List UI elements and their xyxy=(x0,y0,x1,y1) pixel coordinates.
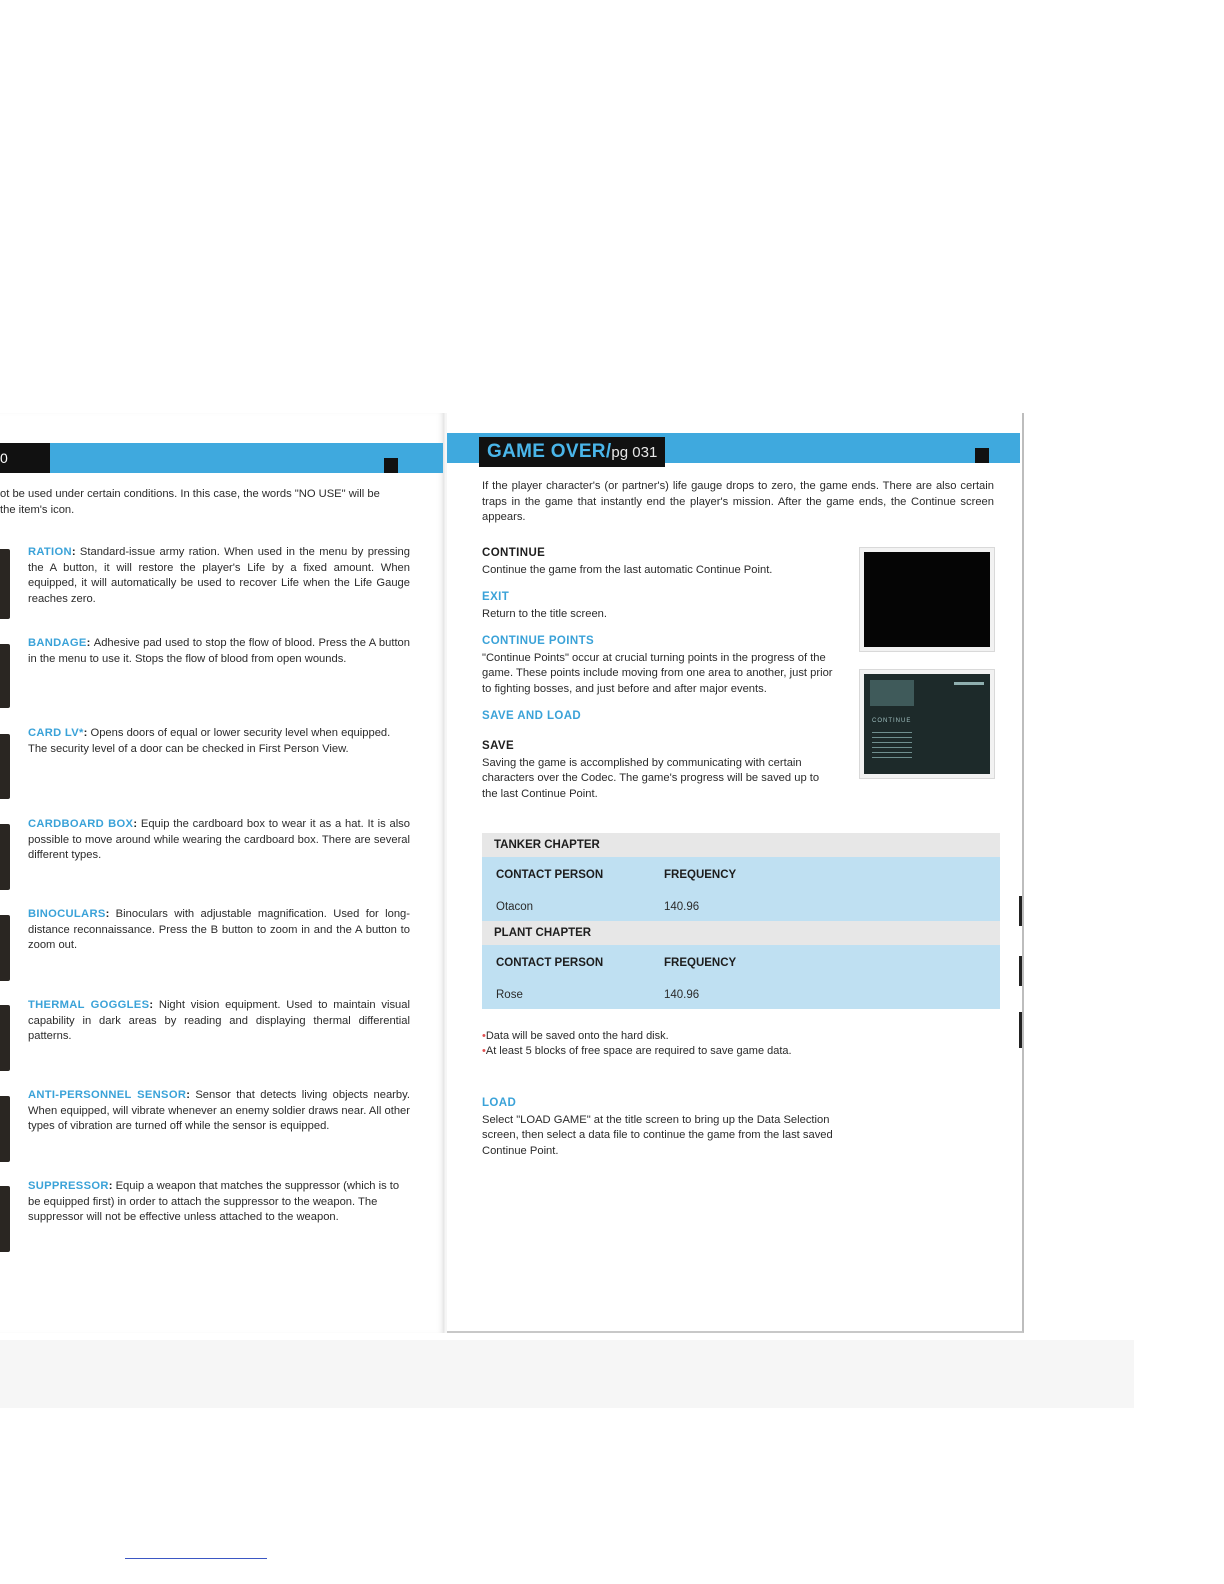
right-header-marker xyxy=(975,448,989,463)
continue-section xyxy=(482,546,837,578)
item-sensor-text: Sensor that detects living objects nearby. When equipped, will vibrate whenever an enemy soldier draws near. All other types of vibration are turned off while the sensor is equipped. xyxy=(28,1089,410,1132)
screenshot2-lines xyxy=(872,732,912,762)
note-item: •At least 5 blocks of free space are required to save game data. xyxy=(482,1045,792,1057)
card-thumb xyxy=(0,734,10,799)
item-suppressor-name: SUPPRESSOR xyxy=(28,1180,109,1192)
item-card-name: CARD LV* xyxy=(28,727,84,739)
continue-text: Continue the game from the last automatic Continue Point. xyxy=(482,563,773,576)
item-thermal-goggles-text: Night vision equipment. Used to maintain visual capability in dark areas by reading and displaying thermal differential patterns. xyxy=(28,999,410,1042)
item-ration: RATION: Standard-issue army ration. When used in the menu by pressing the A button, it will restore the player's Life by a fixed amount. When equipped, it will automatically be used to recover Life when the Life Gauge reaches zero. xyxy=(28,546,410,605)
binoculars-thumb xyxy=(0,915,10,981)
bandage-thumb xyxy=(0,644,10,708)
load-section xyxy=(482,1096,837,1159)
left-page xyxy=(0,413,445,1333)
save-load-heading: SAVE AND LOAD xyxy=(482,710,582,722)
left-intro-line1: ot be used under certain conditions. In this case, the words "NO USE" will be xyxy=(0,488,380,500)
tanker-col-frequency: FREQUENCY xyxy=(650,857,1000,893)
left-header-label xyxy=(0,443,50,473)
exit-heading: EXIT xyxy=(482,591,510,603)
left-intro xyxy=(0,487,412,518)
scan-background-shadow xyxy=(0,1340,1134,1408)
continue-heading: CONTINUE xyxy=(482,547,546,559)
item-binoculars-text: Binoculars with adjustable magnification. Used for long-distance reconnaissance. Press the B button to zoom in and the A button to zoom out. xyxy=(28,908,410,951)
exit-section xyxy=(482,590,837,622)
left-header-bar xyxy=(0,443,443,473)
save-section xyxy=(482,739,837,802)
plant-chapter-label: PLANT CHAPTER xyxy=(482,921,1000,945)
tanker-chapter-row xyxy=(482,833,1000,857)
plant-frequency: 140.96 xyxy=(650,981,1000,1009)
screenshot2-corner xyxy=(954,682,984,685)
edge-mark xyxy=(1019,956,1022,986)
right-header-title: GAME OVER/ xyxy=(487,441,612,462)
tanker-chapter-label: TANKER CHAPTER xyxy=(482,833,1000,857)
sensor-thumb xyxy=(0,1096,10,1162)
save-load-section xyxy=(482,709,837,726)
plant-contact: Rose xyxy=(482,981,650,1009)
tanker-contact: Otacon xyxy=(482,893,650,921)
continue-points-section xyxy=(482,634,837,697)
right-page xyxy=(447,413,1024,1333)
save-notes xyxy=(482,1029,792,1059)
tanker-col-person: CONTACT PERSON xyxy=(482,857,650,893)
item-bandage: BANDAGE: Adhesive pad used to stop the flow of blood. Press the A button in the menu to use it. Stops the flow of blood from open wounds. xyxy=(28,637,410,665)
item-sensor-name: ANTI-PERSONNEL SENSOR xyxy=(28,1089,187,1101)
item-bandage-name: BANDAGE xyxy=(28,637,87,649)
item-cardboard-box-name: CARDBOARD BOX xyxy=(28,818,134,830)
item-card-text: Opens doors of equal or lower security level when equipped. The security level of a door can be checked in First Person View. xyxy=(28,727,391,755)
exit-text: Return to the title screen. xyxy=(482,607,607,620)
save-heading: SAVE xyxy=(482,740,515,752)
footer-underline xyxy=(125,1558,267,1559)
item-card: CARD LV*: Opens doors of equal or lower security level when equipped. The security level of a door can be checked in First Person View. xyxy=(28,727,391,755)
item-ration-text: Standard-issue army ration. When used in the menu by pressing the A button, it will restore the player's Life by a fixed amount. When equipped, it will automatically be used to recover Life when the Life Gauge reaches zero. xyxy=(28,546,410,605)
item-thermal-goggles-name: THERMAL GOGGLES xyxy=(28,999,150,1011)
item-suppressor-text: Equip a weapon that matches the suppressor (which is to be equipped first) in order to attach the suppressor to the weapon. The suppressor will not be effective unless attached to the weapon. xyxy=(28,1180,400,1223)
item-thermal-goggles: THERMAL GOGGLES: Night vision equipment. Used to maintain visual capability in dark areas by reading and displaying thermal differential patterns. xyxy=(28,999,410,1042)
note-item: •Data will be saved onto the hard disk. xyxy=(482,1030,669,1042)
item-ration-name: RATION xyxy=(28,546,72,558)
continue-screenshot-2 xyxy=(859,669,995,779)
tanker-frequency: 140.96 xyxy=(650,893,1000,921)
edge-mark xyxy=(1019,1012,1022,1048)
item-bandage-text: Adhesive pad used to stop the flow of blood. Press the A button in the menu to use it. Stops the flow of blood from open wounds. xyxy=(28,637,410,665)
ration-thumb xyxy=(0,549,10,619)
continue-points-text: "Continue Points" occur at crucial turning points in the progress of the game. These points include moving from one area to another, just prior to fighting bosses, and just before and after major events. xyxy=(482,651,833,695)
suppressor-thumb xyxy=(0,1186,10,1252)
item-binoculars: BINOCULARS: Binoculars with adjustable magnification. Used for long-distance reconnaissance. Press the B button to zoom in and the A button to zoom out. xyxy=(28,908,410,951)
item-sensor: ANTI-PERSONNEL SENSOR: Sensor that detects living objects nearby. When equipped, will vibrate whenever an enemy soldier draws near. All other types of vibration are turned off while the sensor is equipped. xyxy=(28,1089,410,1132)
continue-screenshot-1 xyxy=(859,547,995,652)
left-intro-line2: the item's icon. xyxy=(0,503,75,516)
plant-header-row xyxy=(482,945,1000,981)
right-header-label xyxy=(479,437,665,467)
screenshot2-label: CONTINUE xyxy=(872,718,912,724)
plant-col-person: CONTACT PERSON xyxy=(482,945,650,981)
item-cardboard-box-text: Equip the cardboard box to wear it as a hat. It is also possible to move around while wearing the cardboard box. There are several different types. xyxy=(28,818,411,861)
edge-mark xyxy=(1019,896,1022,926)
load-heading: LOAD xyxy=(482,1097,517,1109)
save-text: Saving the game is accomplished by communicating with certain characters over the Codec. The game's progress will be saved up to the last Continue Point. xyxy=(482,756,820,800)
right-header-page: pg 031 xyxy=(611,444,658,461)
item-cardboard-box: CARDBOARD BOX: Equip the cardboard box to wear it as a hat. It is also possible to move around while wearing the cardboard box. There are several different types. xyxy=(28,818,411,861)
right-intro: If the player character's (or partner's) life gauge drops to zero, the game ends. There are also certain traps in the game that instantly end the player's mission. After the game ends, the Continue screen appears. xyxy=(482,480,994,523)
plant-col-frequency: FREQUENCY xyxy=(650,945,1000,981)
tanker-header-row xyxy=(482,857,1000,893)
load-text: Select "LOAD GAME" at the title screen to bring up the Data Selection screen, then select a data file to continue the game from the last saved Continue Point. xyxy=(482,1113,833,1157)
left-header-marker xyxy=(384,458,398,473)
thermal-goggles-thumb xyxy=(0,1005,10,1071)
item-binoculars-name: BINOCULARS xyxy=(28,908,106,920)
plant-chapter-row xyxy=(482,921,1000,945)
tanker-value-row xyxy=(482,893,1000,921)
left-header-number: 0 xyxy=(0,450,8,466)
codec-frequency-table xyxy=(482,833,1000,1009)
cardboard-box-thumb xyxy=(0,824,10,890)
manual-spread xyxy=(0,413,1022,1333)
screenshot2-panel xyxy=(870,680,914,706)
item-suppressor: SUPPRESSOR: Equip a weapon that matches the suppressor (which is to be equipped first) in order to attach the suppressor to the weapon. The suppressor will not be effective unless attached to the weapon. xyxy=(28,1180,400,1223)
continue-points-heading: CONTINUE POINTS xyxy=(482,635,595,647)
plant-value-row xyxy=(482,981,1000,1009)
